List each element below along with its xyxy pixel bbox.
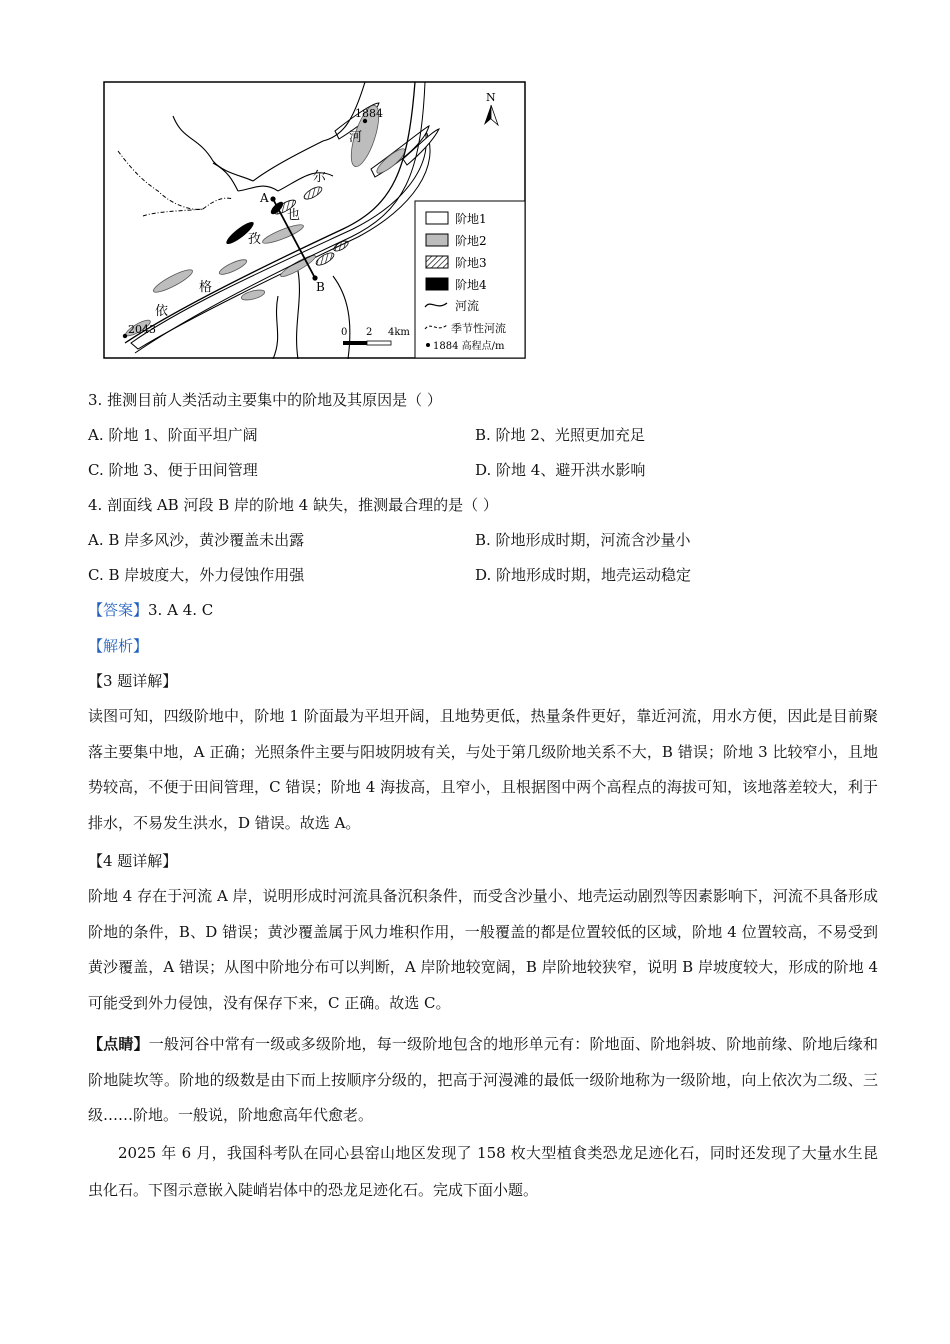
river-name-char-2: 尔 [313,170,327,185]
detail-4-text [88,879,878,1021]
answer-text: 3. A 4. C [148,601,214,619]
legend-seasonal-river: 季节性河流 [451,322,506,335]
detail-4-title: 【4 题详解】 [88,852,178,870]
river-name-char-4: 孜 [248,232,262,247]
elevation-bottom-label: 2043 [128,323,156,336]
point-a-label: A [260,191,269,205]
river-name-char-3: 也 [287,208,301,223]
q3-option-b[interactable]: B. 阶地 2、光照更加充足 [475,426,645,444]
scale-4km: 4km [388,327,410,338]
tip-text: 一般河谷中常有一级或多级阶地，每一级阶地包含的地形单元有：阶地面、阶地斜坡、阶地前缘、阶地后缘和阶地陡坎等。阶地的级数是由下而上按顺序分级的，把高于河漫滩的最低一级阶地称为一级阶地，向上依次为二级、三级……阶地。一般说，阶地愈高年代愈老。 [88,1035,878,1124]
legend-river: 河流 [455,299,480,313]
river-name-char-6: 依 [155,304,169,319]
scale-0: 0 [341,327,348,338]
q4-option-a[interactable]: A. B 岸多风沙，黄沙覆盖未出露 [88,531,305,549]
north-label: N [486,91,496,104]
detail-3-title: 【3 题详解】 [88,672,178,690]
map-legend [415,201,525,358]
answer-line [88,600,213,620]
q4-option-c[interactable]: C. B 岸坡度大，外力侵蚀作用强 [88,566,305,584]
legend-elevation: 1884 高程点/m [433,341,505,352]
q3-stem: 3. 推测目前人类活动主要集中的阶地及其原因是（ ） [88,391,442,409]
q4-stem: 4. 剖面线 AB 河段 B 岸的阶地 4 缺失，推测最合理的是（ ） [88,496,498,514]
q3-option-d[interactable]: D. 阶地 4、避开洪水影响 [475,461,646,479]
detail-3-body: 读图可知，四级阶地中，阶地 1 阶面最为平坦开阔，且地势更低，热量条件更好，靠近河流，用水方便，因此是目前聚落主要集中地，A 正确；光照条件主要与阳坡阴坡有关，与处于第几级阶地关系不大，B 错误；阶地 3 比较窄小，且地势较高，不便于田间管理，C 错误；阶地 4 海拔高，且窄小，且根据图中两个高程点的海拔可知，该地落差较大，利于排水，不易发生洪水，D 错误。故选 A。 [88,707,878,832]
detail-3-text [88,699,878,841]
intro-text: 2025 年 6 月，我国科考队在同心县窑山地区发现了 158 枚大型植食类恐龙足迹化石，同时还发现了大量水生昆虫化石。下图示意嵌入陡峭岩体中的恐龙足迹化石。完成下面小题。 [88,1144,878,1199]
terrace-map [103,81,526,359]
tip-paragraph [88,1027,878,1134]
elevation-top-label: 1884 [355,107,383,120]
elevation-point-bottom [123,334,127,338]
legend-terrace-1: 阶地1 [455,212,487,226]
q3-option-a[interactable]: A. 阶地 1、阶面平坦广阔 [88,426,258,444]
q3-option-c[interactable]: C. 阶地 3、便于田间管理 [88,461,258,479]
legend-terrace-4: 阶地4 [455,278,487,292]
point-b-label: B [316,280,325,294]
legend-terrace-3: 阶地3 [455,256,487,270]
q4-option-d[interactable]: D. 阶地形成时期，地壳运动稳定 [475,566,692,584]
legend-terrace-2: 阶地2 [455,234,487,248]
analysis-tag: 【解析】 [88,637,149,655]
scale-2: 2 [366,327,373,338]
q4-option-b[interactable]: B. 阶地形成时期，河流含沙量小 [475,531,691,549]
intro-paragraph [88,1135,878,1209]
river-name-char-1: 河 [349,130,363,145]
river-name-char-5: 格 [199,280,213,295]
answer-tag: 【答案】 [88,601,149,619]
tip-tag: 【点睛】 [88,1035,149,1053]
detail-4-body: 阶地 4 存在于河流 A 岸，说明形成时河流具备沉积条件，而受含沙量小、地壳运动剧烈等因素影响下，河流不具备形成阶地的条件，B、D 错误；黄沙覆盖属于风力堆积作用，一般覆盖的都是位置较低的区域，阶地 4 位置较高，不易受到黄沙覆盖，A 错误；从图中阶地分布可以判断，A 岸阶地较宽阔，B 岸阶地较狭窄，说明 B 岸坡度较大，形成的阶地 4 可能受到外力侵蚀，没有保存下来，C 正确。故选 C。 [88,887,878,1012]
